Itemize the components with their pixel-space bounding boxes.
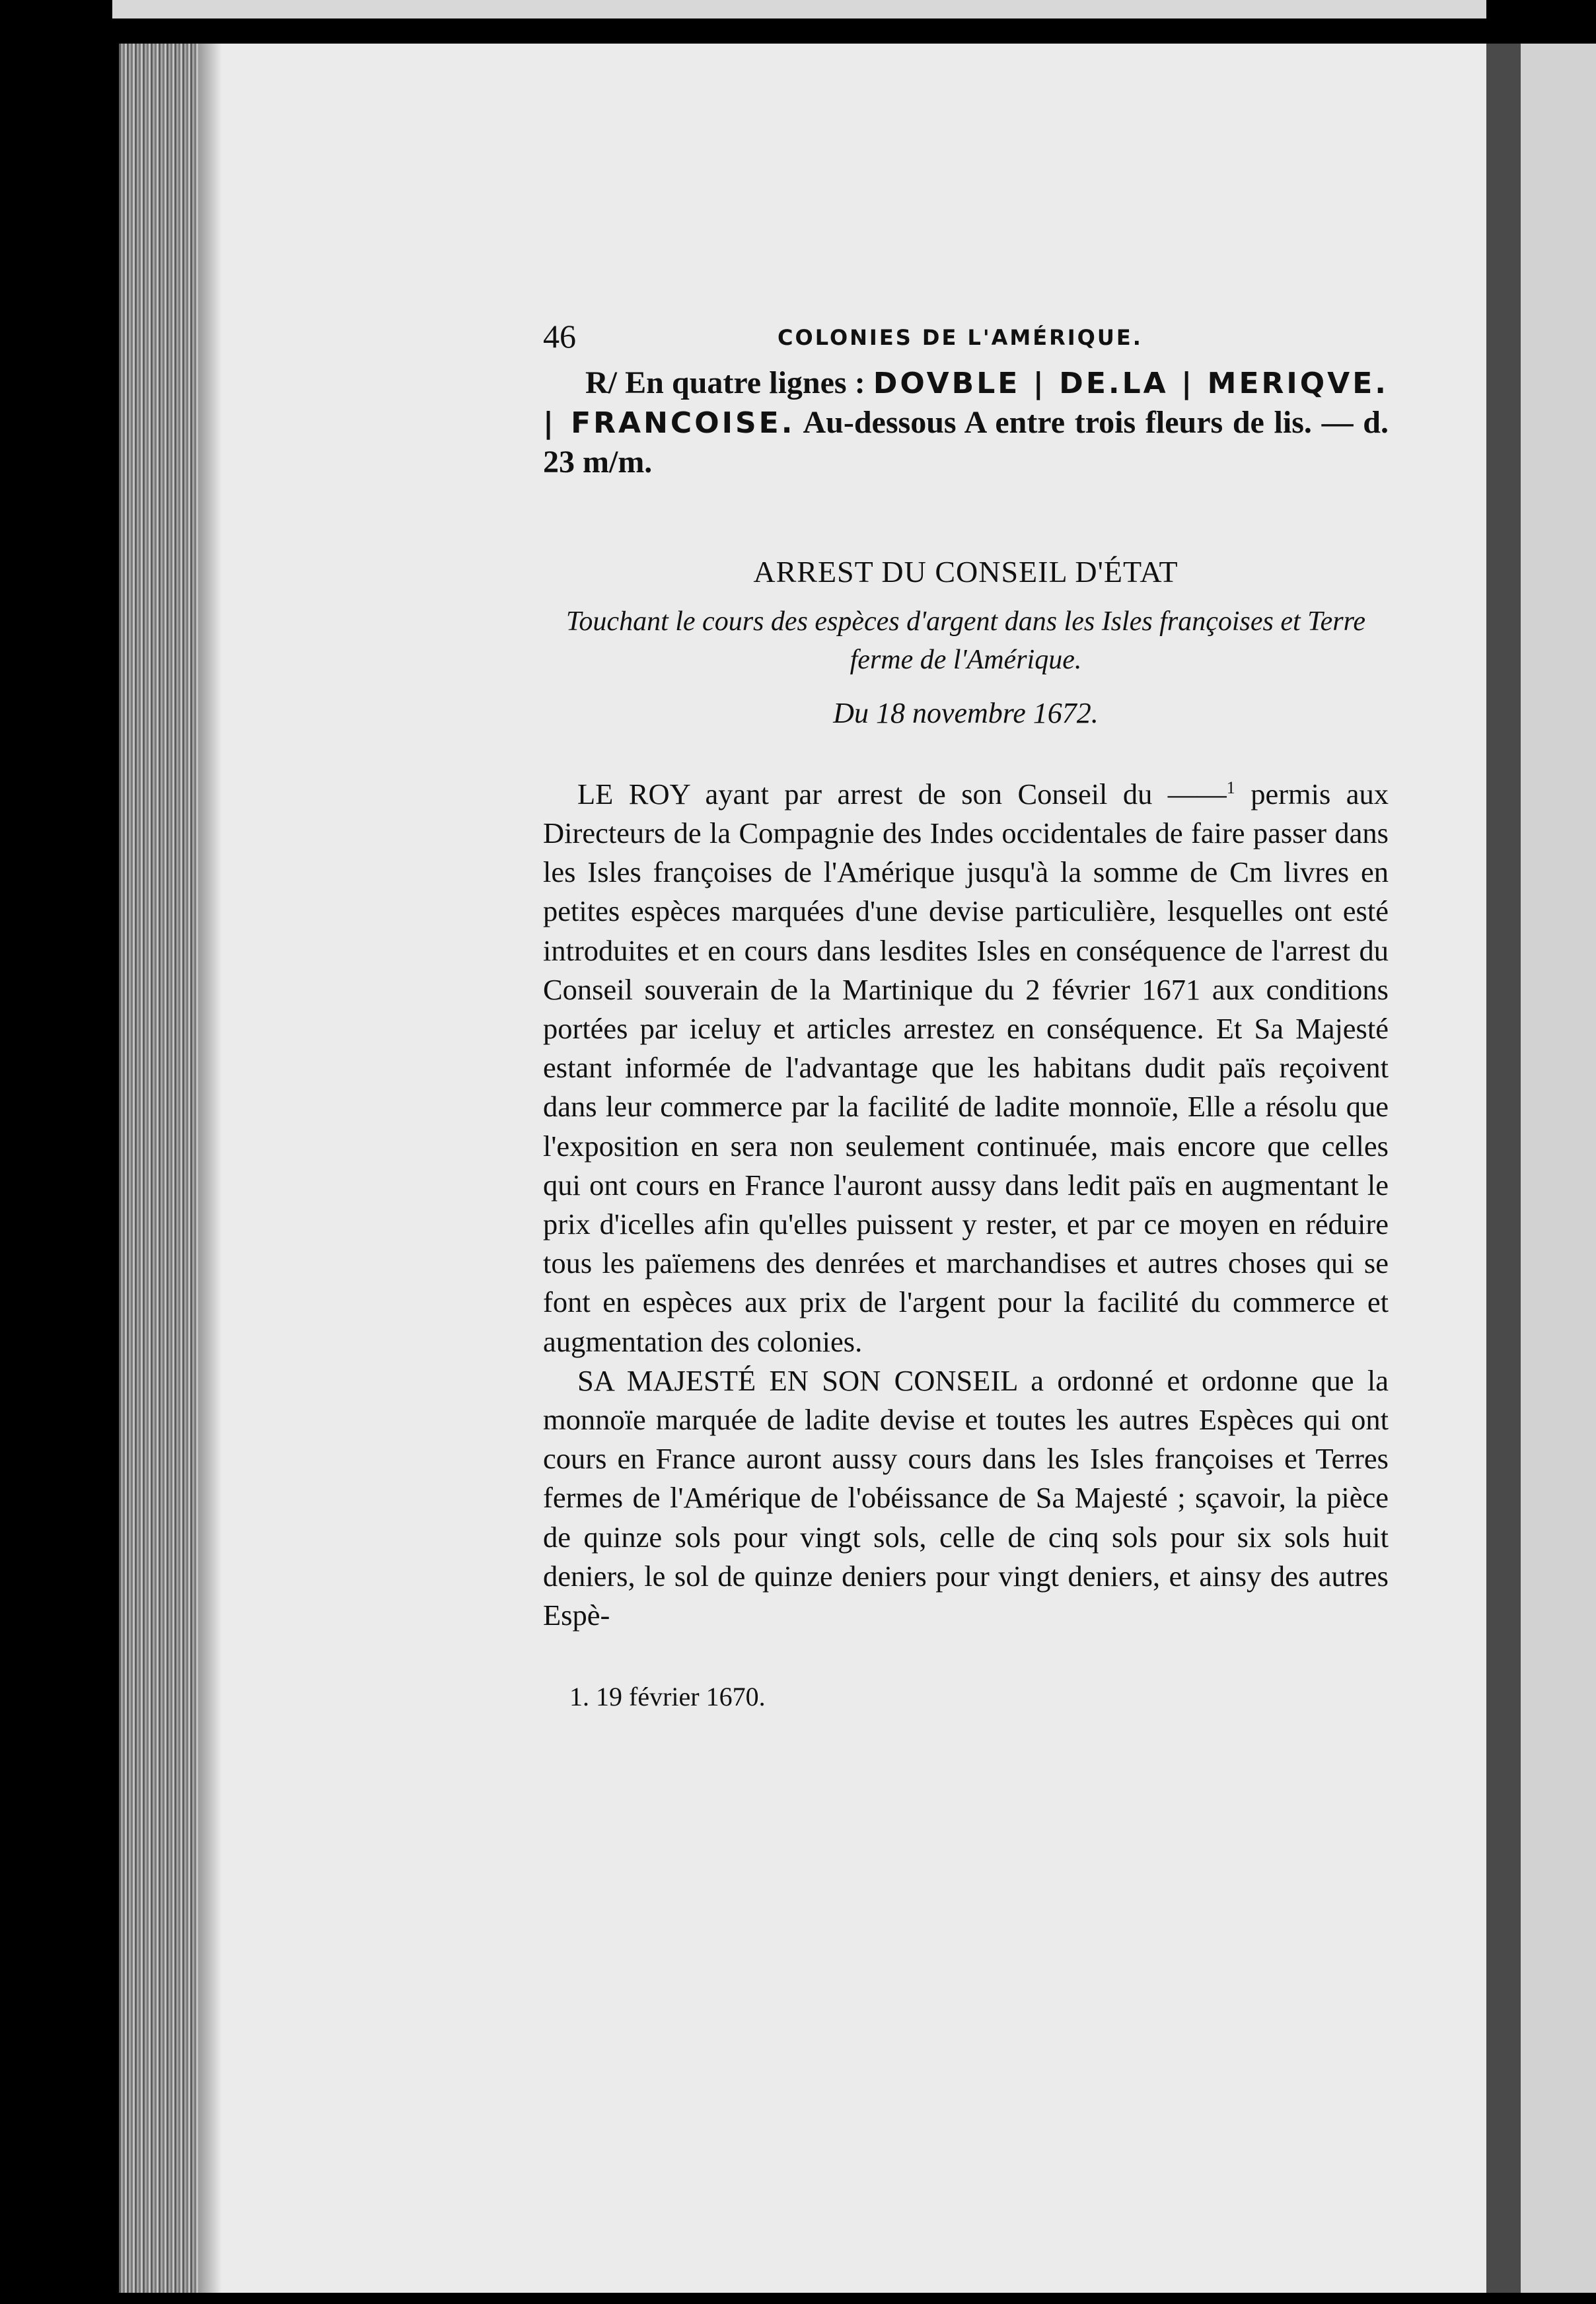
scan-top-strip [112, 0, 1486, 18]
page-content [543, 310, 1389, 1712]
reverse-mark: R/ [585, 365, 617, 400]
book-gutter [1486, 44, 1521, 2293]
page-edge-shadow [198, 44, 222, 2293]
decree-date: Du 18 novembre 1672. [833, 697, 1099, 729]
coin-description [543, 363, 1389, 482]
page-stack-edge [119, 44, 198, 2293]
coin-legend: DOVBLE | DE.LA | MERIQVE. | FRANCOISE. [543, 367, 1389, 440]
coin-detail: Au-dessous A entre trois fleurs de lis. — d. 23 m/m. [543, 405, 1389, 480]
footnote-text: 19 février 1670. [596, 1682, 766, 1712]
page-header [543, 310, 1389, 363]
decree-title: ARREST DU CONSEIL D'ÉTAT [753, 555, 1179, 589]
page-number: 46 [543, 318, 576, 355]
footnote-reference: 1 [1226, 778, 1235, 797]
body-paragraph-2: SA MAJESTÉ EN SON CONSEIL a ordonné et ordonne que la monnoïe marquée de ladite devise et toutes les autres Espèces qui ont cours en France auront aussy cours dans les Isles françoises et Terres fermes de l'Amérique de l'obéissance de Sa Majesté ; sçavoir, la pièce de quinze sols pour vingt sols, celle de cinq sols pour six sols huit deniers, le sol de quinze deniers pour vingt deniers, et ainsy des autres Espè- [543, 1363, 1389, 1632]
decree-subtitle: Touchant le cours des espèces d'argent dans les Isles françoises et Terre ferme de l'Amérique. [565, 606, 1366, 675]
footnote-number: 1. [569, 1682, 589, 1712]
p1-rest: permis aux Directeurs de la Compagnie des Indes occidentales de faire passer dans les Isles françoises de l'Amérique jusqu'à la somme de Cm livres en petites espèces marquées d'une devise particulière, lesquelles ont esté introduites et en cours dans lesdites Isles en conséquence de l'arrest du Conseil souverain de la Martinique du 2 février 1671 aux conditions portées par iceluy et articles arrestez en conséquence. Et Sa Majesté estant informée de l'advantage que les habitans dudit païs reçoivent dans leur commerce par la facilité de ladite monnoïe, Elle a résolu que l'exposition en sera non seulement continuée, mais encore que celles qui ont cours en France l'auront aussy dans ledit païs en augmentant le prix d'icelles afin qu'elles puissent y rester, et par ce moyen en réduire tous les païemens des denrées et marchandises et autres choses qui se font en espèces aux prix de l'argent pour la facilité du commerce et augmentation des colonies. [543, 777, 1389, 1358]
running-head: COLONIES DE L'AMÉRIQUE. [778, 325, 1143, 350]
footnote [543, 1681, 1389, 1712]
p1-start: LE ROY ayant par arrest de son Conseil du —— [577, 777, 1227, 810]
facing-page-edge [1521, 44, 1596, 2293]
coin-intro: En quatre lignes : [625, 365, 865, 400]
body-paragraph-1 [543, 768, 1389, 1361]
